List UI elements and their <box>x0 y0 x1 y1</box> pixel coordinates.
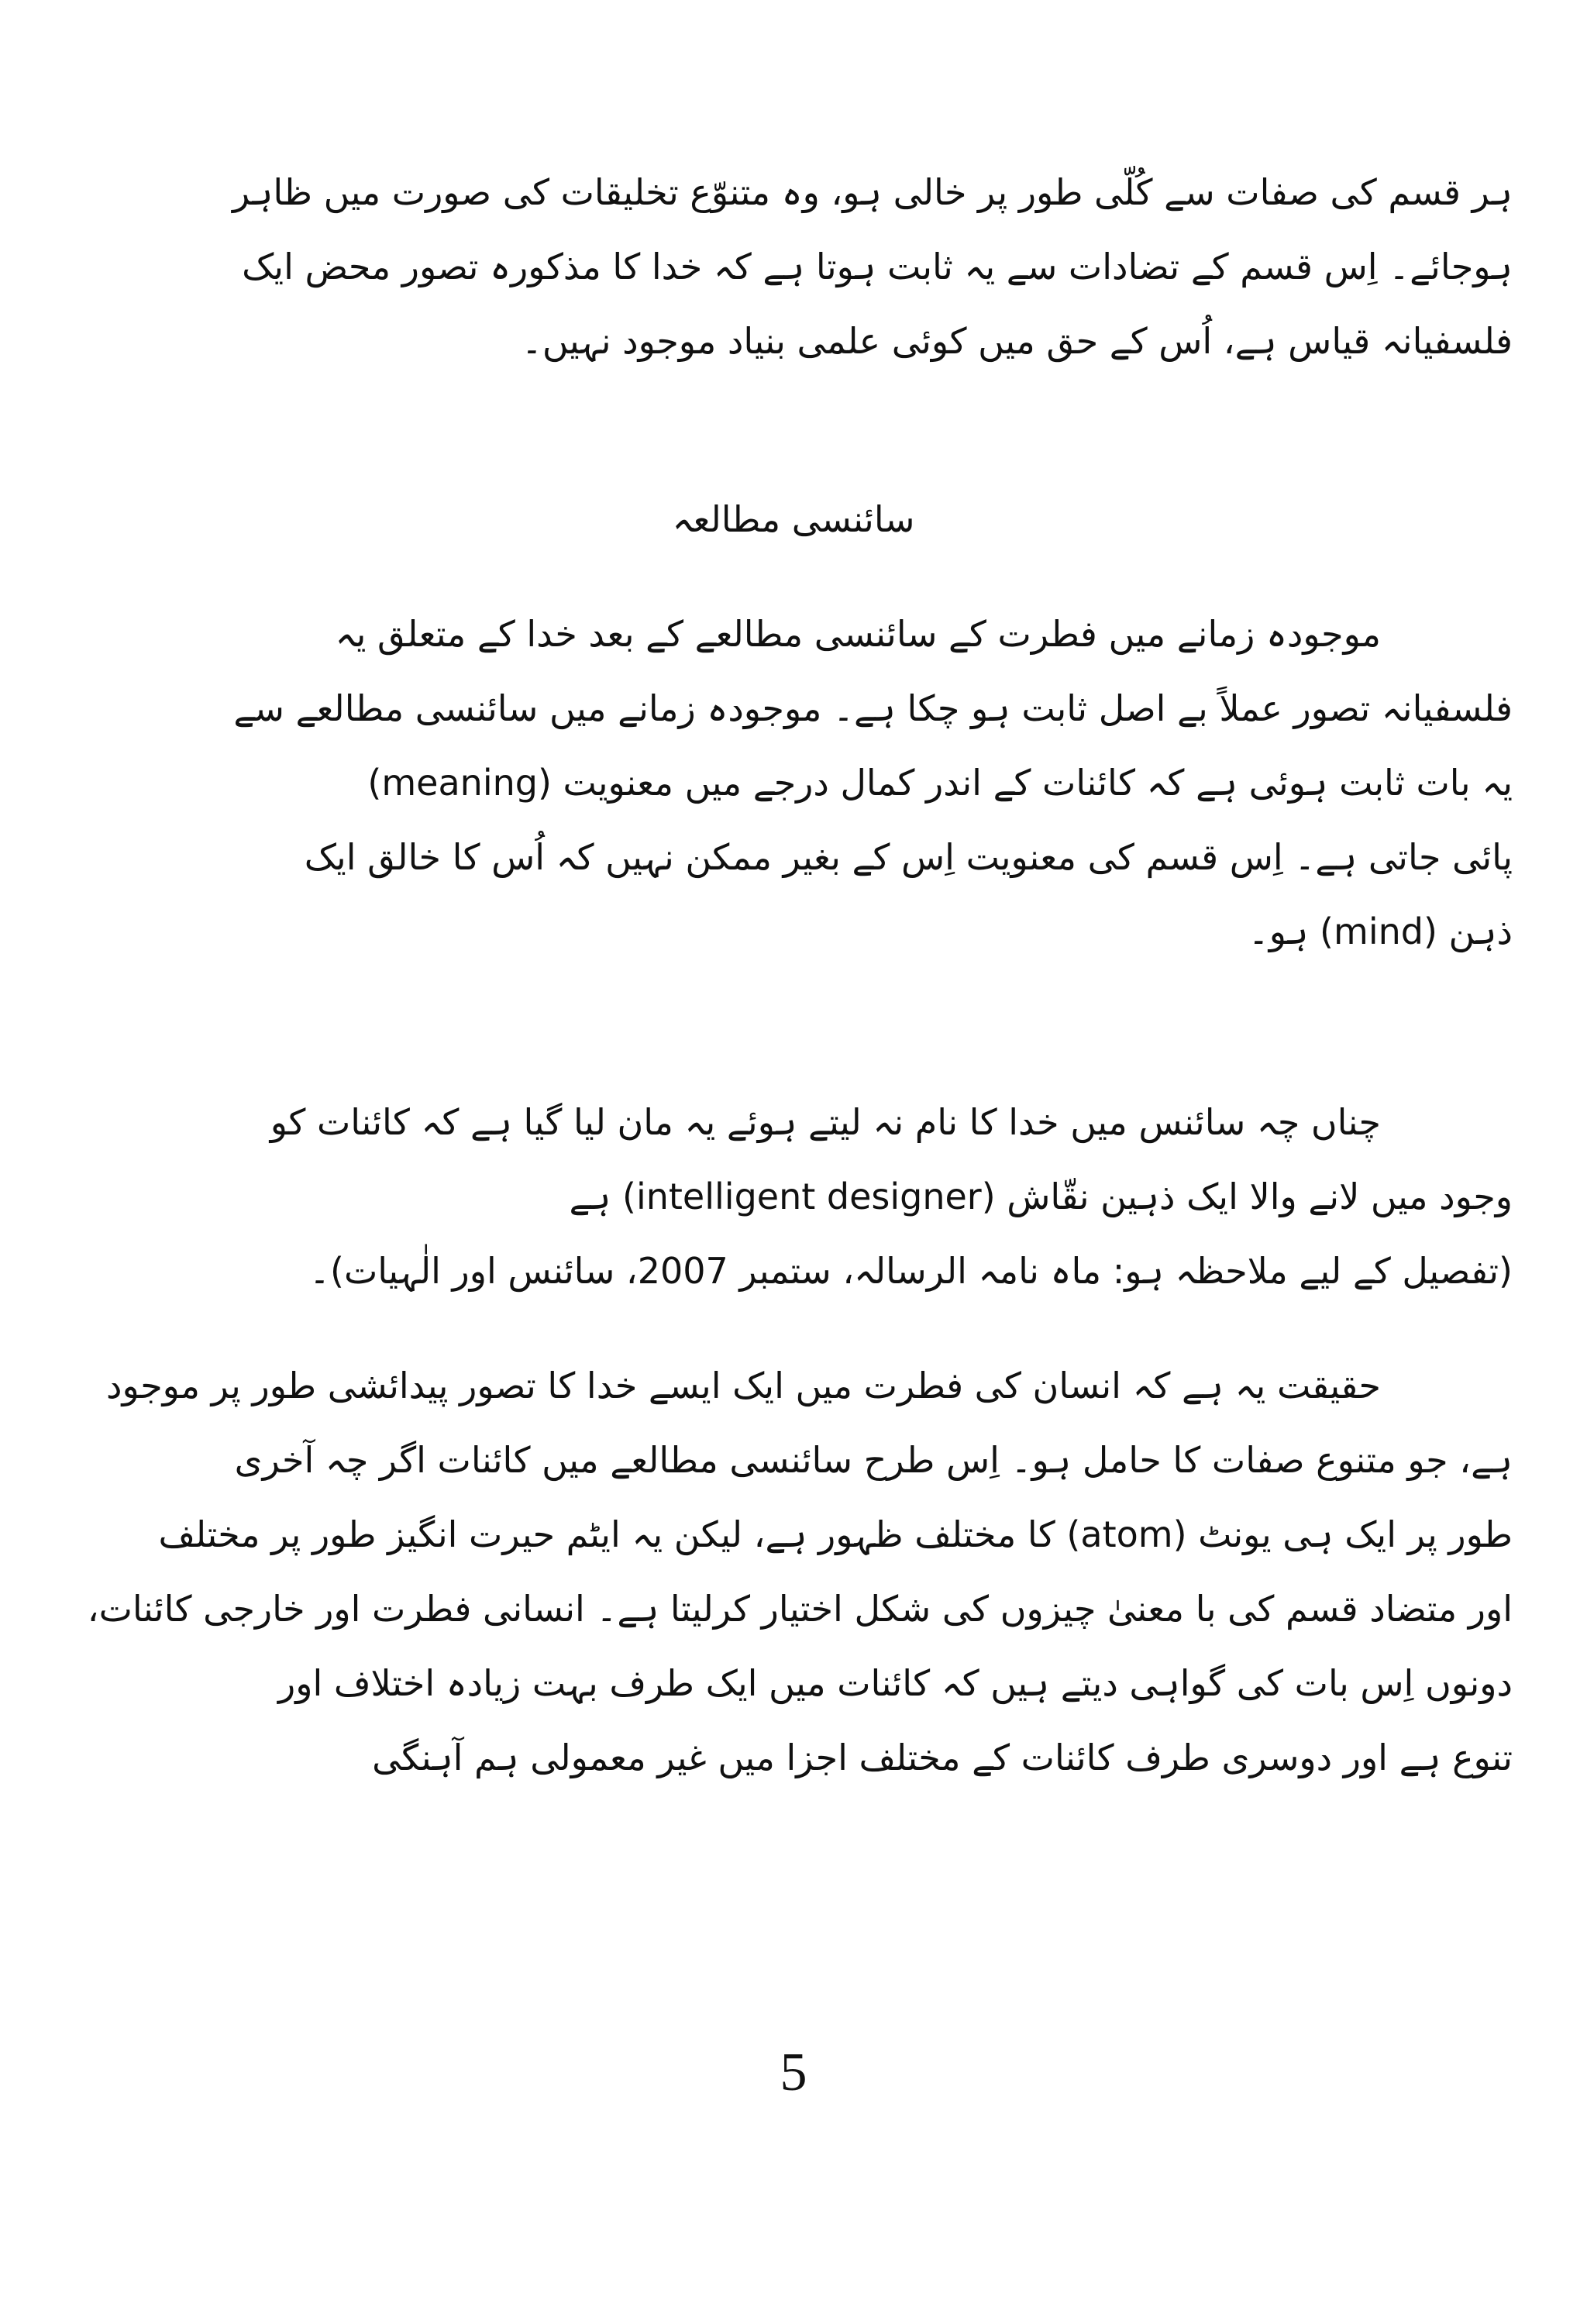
paragraph-2-line-1: موجودہ زمانے میں فطرت کے سائنسی مطالعے کے بعد خدا کے متعلق یہ <box>335 613 1381 655</box>
paragraph-1-line-2: ہوجائے۔ اِس قسم کے تضادات سے یہ ثابت ہوتا ہے کہ خدا کا مذکورہ تصور محض ایک <box>242 246 1513 287</box>
paragraph-2-line-2: فلسفیانہ تصور عملاً بے اصل ثابت ہو چکا ہے۔ موجودہ زمانے میں سائنسی مطالعے سے <box>233 687 1513 729</box>
paragraph-2 <box>74 597 1513 969</box>
paragraph-4-line-6: تنوع ہے اور دوسری طرف کائنات کے مختلف اجزا میں غیر معمولی ہم آہنگی <box>372 1737 1513 1778</box>
paragraph-2-line-4: پائی جاتی ہے۔ اِس قسم کی معنویت اِس کے بغیر ممکن نہیں کہ اُس کا خالق ایک <box>304 836 1513 878</box>
paragraph-3-line-1: چناں چہ سائنس میں خدا کا نام نہ لیتے ہوئے یہ مان لیا گیا ہے کہ کائنات کو <box>270 1101 1381 1143</box>
paragraph-1-line-3: فلسفیانہ قیاس ہے، اُس کے حق میں کوئی علمی بنیاد موجود نہیں۔ <box>521 320 1513 362</box>
paragraph-4-line-2: ہے، جو متنوع صفات کا حامل ہو۔ اِس طرح سائنسی مطالعے میں کائنات اگر چہ آخری <box>234 1439 1513 1481</box>
paragraph-4-line-5: دونوں اِس بات کی گواہی دیتے ہیں کہ کائنات میں ایک طرف بہت زیادہ اختلاف اور <box>278 1662 1513 1704</box>
paragraph-2-line-5: ذہن (mind) ہو۔ <box>1248 911 1513 952</box>
paragraph-3-line-3: (تفصیل کے لیے ملاحظہ ہو: ماہ نامہ الرسالہ، ستمبر 2007، سائنس اور الٰہیات)۔ <box>309 1250 1513 1292</box>
paragraph-1 <box>74 155 1513 378</box>
section-heading: سائنسی مطالعہ <box>672 498 915 540</box>
page-number: 5 <box>780 2043 807 2102</box>
paragraph-4-line-3: طور پر ایک ہی یونٹ (atom) کا مختلف ظہور ہے، لیکن یہ ایٹم حیرت انگیز طور پر مختلف <box>158 1513 1513 1555</box>
paragraph-4 <box>74 1348 1513 1795</box>
paragraph-3-line-2: وجود میں لانے والا ایک ذہین نقّاش (intelligent designer) ہے <box>569 1176 1513 1217</box>
paragraph-1-line-1: ہر قسم کی صفات سے کُلّی طور پر خالی ہو، وہ متنوّع تخلیقات کی صورت میں ظاہر <box>232 171 1513 213</box>
paragraph-2-line-3: یہ بات ثابت ہوئی ہے کہ کائنات کے اندر کمال درجے میں معنویت (meaning) <box>367 762 1513 804</box>
paragraph-4-line-1: حقیقت یہ ہے کہ انسان کی فطرت میں ایک ایسے خدا کا تصور پیدائشی طور پر موجود <box>105 1365 1381 1406</box>
paragraph-4-line-4: اور متضاد قسم کی با معنیٰ چیزوں کی شکل اختیار کرلیتا ہے۔ انسانی فطرت اور خارجی کائنات، <box>87 1588 1513 1630</box>
paragraph-3 <box>74 1085 1513 1308</box>
